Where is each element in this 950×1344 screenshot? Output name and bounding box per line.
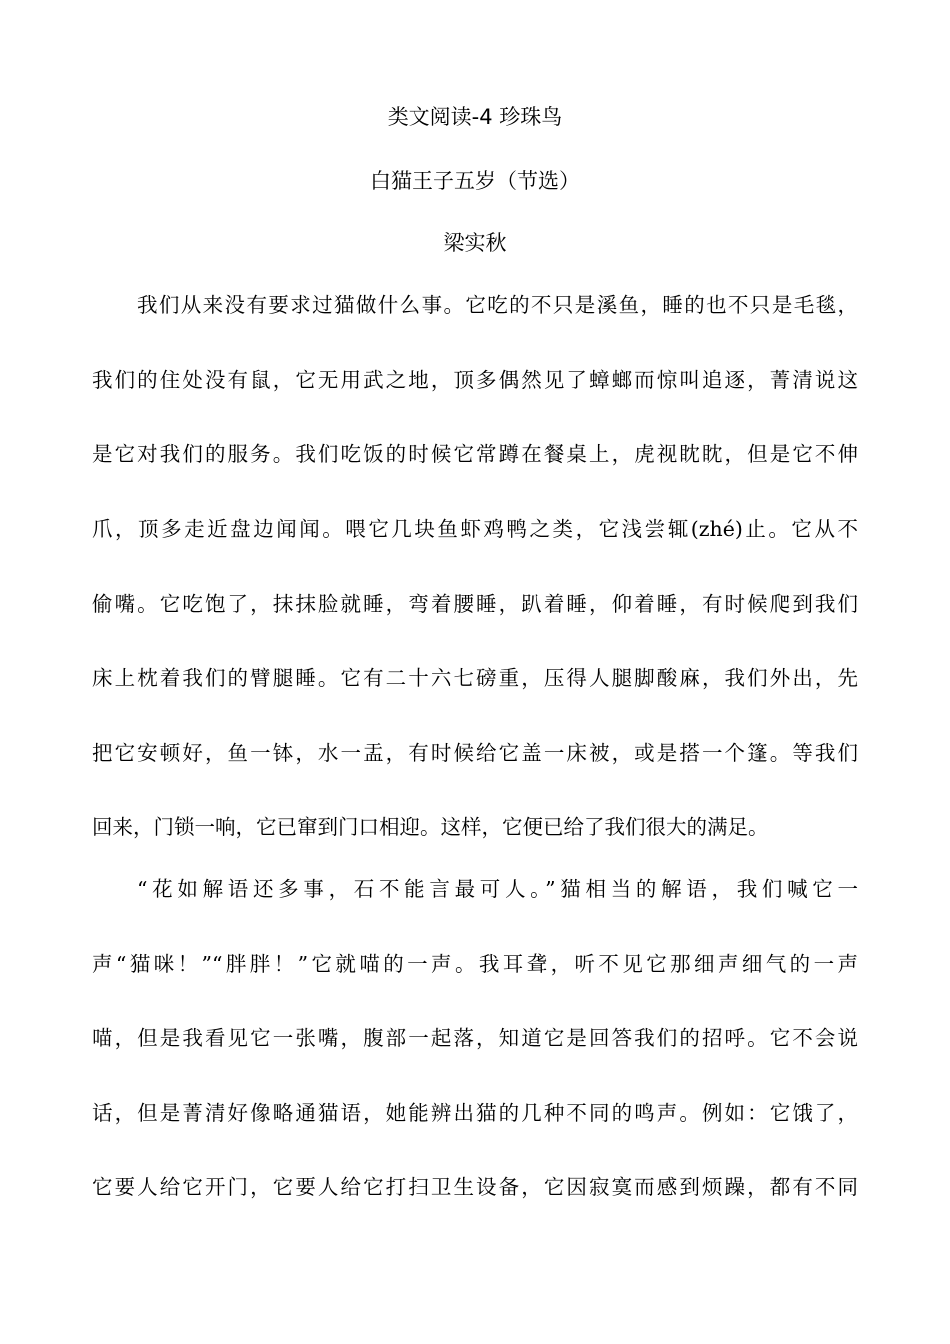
section-title: 类文阅读-4 珍珠鸟 — [387, 105, 563, 129]
text-line: 我们的住处没有鼠，它无用武之地，顶多偶然见了蟑螂而惊叫追逐，菁清说这 — [92, 368, 858, 392]
text-line: 把它安顿好，鱼一钵，水一盂，有时候给它盖一床被，或是搭一个篷。等我们 — [92, 741, 858, 765]
text-line: 喵，但是我看见它一张嘴，腹部一起落，知道它是回答我们的招呼。它不会说 — [92, 1026, 858, 1050]
author-name: 梁实秋 — [443, 231, 507, 255]
text-line: “花如解语还多事，石不能言最可人。”猫相当的解语，我们喊它一 — [137, 877, 858, 901]
text-line: 回来，门锁一响，它已窜到门口相迎。这样，它便已给了我们很大的满足。 — [92, 815, 769, 839]
text-line: 声“猫咪！”“胖胖！”它就喵的一声。我耳聋，听不见它那细声细气的一声 — [92, 952, 858, 976]
text-line: 话，但是菁清好像略通猫语，她能辨出猫的几种不同的鸣声。例如：它饿了， — [92, 1101, 858, 1125]
text-line: 偷嘴。它吃饱了，抹抹脸就睡，弯着腰睡，趴着睡，仰着睡，有时候爬到我们 — [92, 592, 858, 616]
text-line: 它要人给它开门，它要人给它打扫卫生设备，它因寂寞而感到烦躁，都有不同 — [92, 1175, 858, 1199]
article-title: 白猫王子五岁（节选） — [370, 169, 580, 193]
text-line: 爪，顶多走近盘边闻闻。喂它几块鱼虾鸡鸭之类，它浅尝辄(zhé)止。它从不 — [92, 517, 858, 541]
text-line: 是它对我们的服务。我们吃饭的时候它常蹲在餐桌上，虎视眈眈，但是它不伸 — [92, 442, 858, 466]
text-line: 床上枕着我们的臂腿睡。它有二十六七磅重，压得人腿脚酸麻，我们外出，先 — [92, 666, 858, 690]
text-line: 我们从来没有要求过猫做什么事。它吃的不只是溪鱼，睡的也不只是毛毯， — [137, 293, 858, 317]
